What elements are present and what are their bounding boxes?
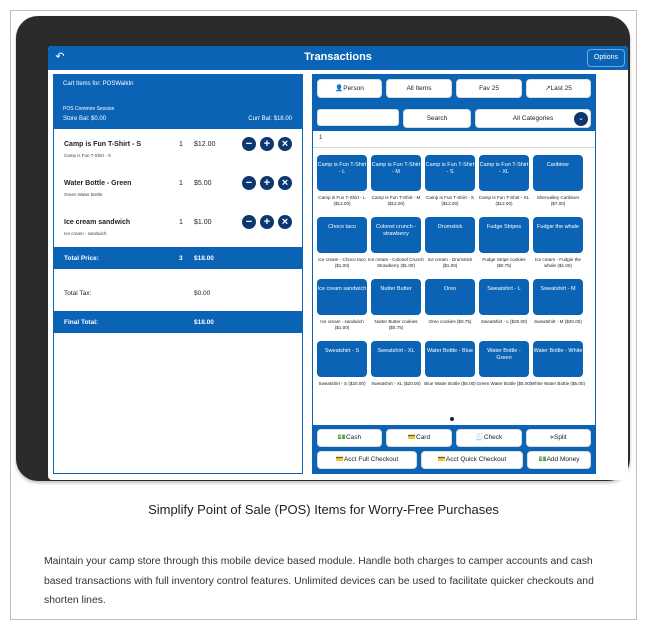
product-tile[interactable]: Fudgie the whale	[533, 217, 583, 253]
product-caption: Fudge Stripe cookies ($0.75)	[482, 257, 526, 268]
cart-item-name: Camp is Fun T-Shirt - S	[64, 141, 142, 148]
product-caption: Oreo cookies ($0.75)	[428, 319, 472, 324]
cart-title: Cart Items for: POSWalkIn	[63, 81, 134, 87]
cart-item	[54, 177, 302, 216]
description-paragraph: Maintain your camp store through this mobile device based module. Handle both charges to camper accounts and cash based transactions with full inventory control features. Unlimited devices can be used to facilitate quicker checkouts and shorten lines.	[44, 556, 594, 606]
tab-fav-25[interactable]: Fav 25	[456, 79, 522, 98]
page-number: 1	[319, 135, 323, 141]
acct-full-checkout-button[interactable]: 💳Acct Full Checkout	[317, 451, 417, 469]
product-caption: Sweatshirt - S ($20.00)	[318, 381, 366, 386]
check-button[interactable]: 🧾Check	[456, 429, 522, 447]
cart-item-qty: 1	[179, 141, 183, 148]
cart-panel	[53, 74, 303, 474]
product-caption: Shenvalley Caribiner ($7.00)	[536, 195, 580, 206]
product-caption: Ice cream - Choco taco ($1.00)	[318, 257, 366, 268]
product-tile[interactable]: Sweatshirt - S	[317, 341, 367, 377]
product-tile[interactable]: Water Bottle - White	[533, 341, 583, 377]
remove-icon[interactable]: ×	[278, 215, 292, 229]
product-tile[interactable]: Camp is Fun T-Shirt - M	[371, 155, 421, 191]
page-headline: Simplify Point of Sale (POS) Items for Worry-Free Purchases	[148, 502, 499, 517]
page-indicator-dot[interactable]	[450, 417, 454, 421]
minus-icon[interactable]: −	[242, 137, 256, 151]
category-value: All Categories	[512, 115, 554, 122]
current-balance: Curr Bal: $18.00	[248, 116, 292, 122]
product-caption: Ice cream - Drumstick ($1.00)	[427, 257, 473, 268]
product-tile[interactable]: Drumstick	[425, 217, 475, 253]
product-caption: Ice cream - sandwich ($1.00)	[320, 319, 364, 330]
product-caption: Green Water Bottle ($5.00)	[476, 381, 532, 386]
cart-item-qty: 1	[179, 219, 183, 226]
product-caption: White Water Bottle ($5.00)	[531, 381, 585, 386]
total-tax-row	[54, 282, 302, 304]
product-tile[interactable]: Camp is Fun T-Shirt - S	[425, 155, 475, 191]
minus-icon[interactable]: −	[242, 176, 256, 190]
product-caption: Camp is Fun T-Shirt - S ($12.00)	[426, 195, 474, 206]
product-tile[interactable]: Nutter Butter	[371, 279, 421, 315]
acct-quick-checkout-button[interactable]: 💳Acct Quick Checkout	[421, 451, 523, 469]
cart-item-price: $1.00	[194, 219, 212, 226]
cart-item-name: Water Bottle - Green	[64, 180, 132, 187]
product-tile[interactable]: Oreo	[425, 279, 475, 315]
product-caption: Camp is Fun T-Shirt - L ($12.00)	[318, 195, 366, 206]
final-total-label: Final Total:	[64, 319, 99, 326]
total-price-label: Total Price:	[64, 255, 99, 262]
cart-item-qty: 1	[179, 180, 183, 187]
back-icon[interactable]: ↶	[55, 51, 65, 63]
total-price-value: $18.00	[194, 255, 214, 262]
store-balance: Store Bal: $0.00	[63, 116, 107, 122]
total-qty: 3	[179, 255, 183, 262]
cart-item-desc: Green Water Bottle	[64, 192, 103, 197]
product-caption: Ice cream - Colonel Crunch Strawberry ($1.00)	[368, 257, 424, 268]
plus-icon[interactable]: +	[260, 137, 274, 151]
product-tile[interactable]: Water Bottle - Green	[479, 341, 529, 377]
minus-icon[interactable]: −	[242, 215, 256, 229]
cart-item-price: $12.00	[194, 141, 216, 148]
product-caption: Nutter Butter cookies ($0.75)	[374, 319, 418, 330]
product-caption: Sweatshirt - L ($20.00)	[480, 319, 528, 324]
remove-icon[interactable]: ×	[278, 137, 292, 151]
product-caption: Camp is Fun T-Shirt - XL ($12.00)	[478, 195, 530, 206]
product-caption: Blue Water Bottle ($5.00)	[424, 381, 476, 386]
payment-bar	[313, 425, 595, 473]
pos-screen	[48, 46, 628, 480]
product-tile[interactable]: Sweatshirt - M	[533, 279, 583, 315]
card-button[interactable]: 💳Card	[386, 429, 452, 447]
plus-icon[interactable]: +	[260, 176, 274, 190]
cart-header	[54, 75, 302, 129]
window-title: Transactions	[304, 51, 372, 63]
product-tile[interactable]: Ice cream sandwich	[317, 279, 367, 315]
cart-item-name: Ice cream sandwich	[64, 219, 131, 226]
product-tile[interactable]: Colonel crunch - strawberry	[371, 217, 421, 253]
product-tile[interactable]: Sweatshirt - XL	[371, 341, 421, 377]
title-bar	[48, 46, 628, 70]
category-select[interactable]	[475, 109, 591, 128]
tablet-device	[16, 16, 630, 481]
total-tax-value: $0.00	[194, 290, 211, 297]
tab-last-25[interactable]: ↗Last 25	[526, 79, 591, 98]
tab-person[interactable]: 👤Person	[317, 79, 382, 98]
product-caption: Sweatshirt - XL ($20.00)	[371, 381, 421, 386]
plus-icon[interactable]: +	[260, 215, 274, 229]
product-caption: Ice cream - Fudgie the whale ($1.00)	[535, 257, 581, 268]
add-money-button[interactable]: 💵Add Money	[527, 451, 591, 469]
divider	[313, 147, 595, 148]
split-button[interactable]: ⫸Split	[526, 429, 591, 447]
product-tile[interactable]: Water Bottle - Blue	[425, 341, 475, 377]
product-tile[interactable]: Sweatshirt - L	[479, 279, 529, 315]
final-total-row	[54, 311, 302, 333]
chevron-down-icon[interactable]: ⌄	[574, 112, 588, 126]
options-button[interactable]: Options	[587, 49, 625, 67]
product-tile[interactable]: Caribiner	[533, 155, 583, 191]
session-label: POS Common Session	[63, 106, 115, 112]
product-tile[interactable]: Camp is Fun T-Shirt - XL	[479, 155, 529, 191]
total-price-row	[54, 247, 302, 269]
remove-icon[interactable]: ×	[278, 176, 292, 190]
product-panel	[312, 74, 596, 474]
cart-item-desc: Ice cream - sandwich	[64, 231, 107, 236]
search-button[interactable]: Search	[403, 109, 471, 128]
cash-button[interactable]: 💵Cash	[317, 429, 382, 447]
product-tile[interactable]: Fudge Stripes	[479, 217, 529, 253]
total-tax-label: Total Tax:	[64, 290, 92, 297]
product-tile[interactable]: Camp is Fun T-Shirt - L	[317, 155, 367, 191]
cart-item-desc: Camp is Fun T-Shirt - S	[64, 153, 111, 158]
cart-item-price: $5.00	[194, 180, 212, 187]
final-total-value: $18.00	[194, 319, 214, 326]
product-caption: Camp is Fun T-Shirt - M ($12.00)	[371, 195, 421, 206]
search-input[interactable]	[317, 109, 399, 126]
product-tile[interactable]: Choco taco	[317, 217, 367, 253]
filter-bar	[313, 75, 595, 131]
tab-all-items[interactable]: All Items	[386, 79, 452, 98]
cart-item	[54, 138, 302, 177]
product-caption: Sweatshirt - M ($20.00)	[534, 319, 582, 324]
